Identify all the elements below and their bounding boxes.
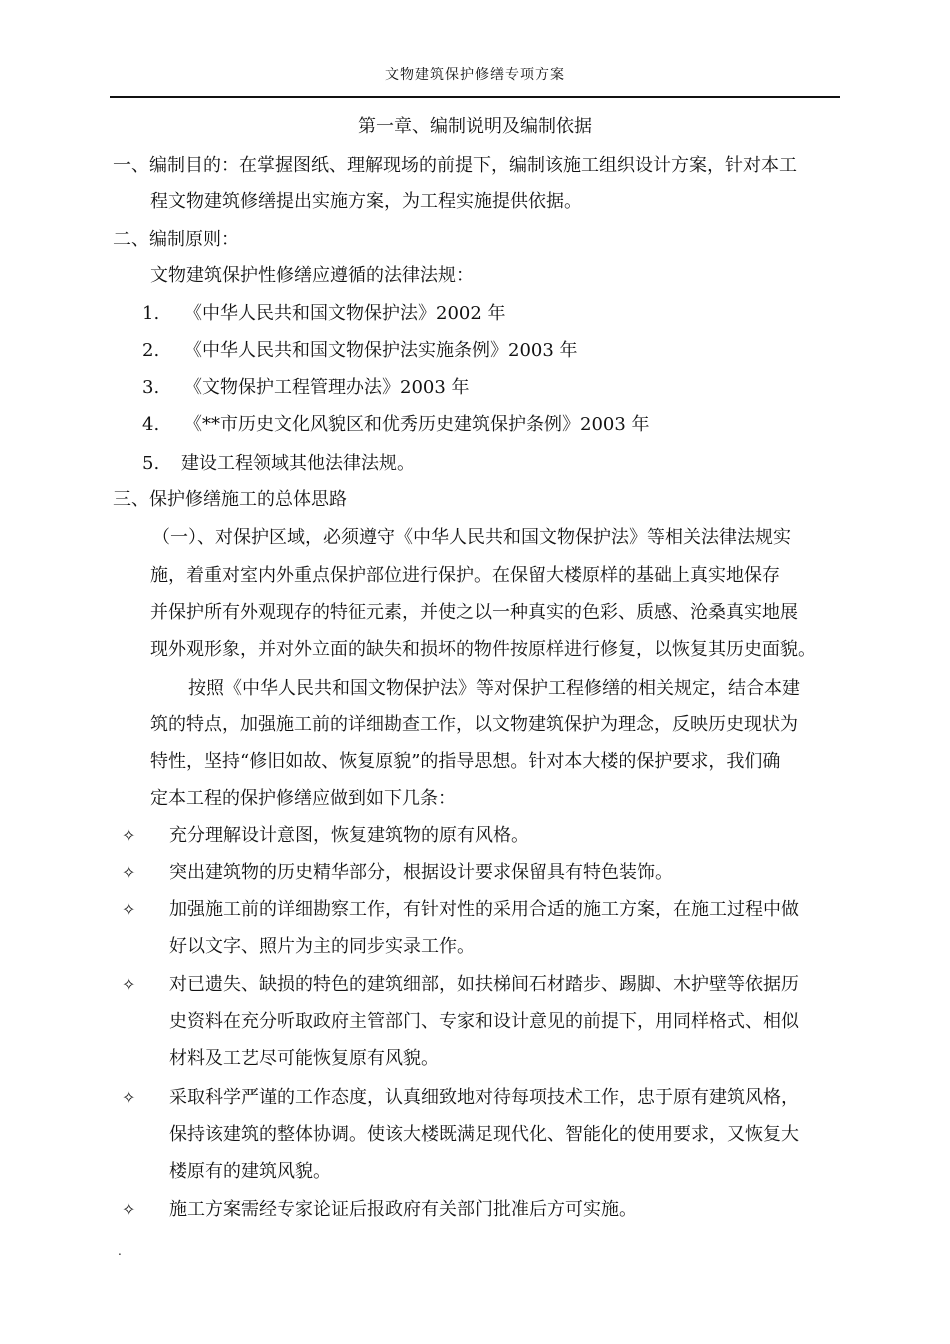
law-number: 2. bbox=[142, 340, 160, 361]
diamond-bullet-icon: ✧ bbox=[122, 1088, 136, 1107]
bullet-text: 施工方案需经专家论证后报政府有关部门批准后方可实施。 bbox=[169, 1199, 637, 1220]
section3-heading: 三、保护修缮施工的总体思路 bbox=[113, 489, 347, 510]
header-divider bbox=[110, 96, 840, 98]
law-number: 4. bbox=[142, 414, 160, 435]
bullet-text: 对已遗失、缺损的特色的建筑细部，如扶梯间石材踏步、踢脚、木护壁等依据历 bbox=[169, 974, 799, 995]
bullet-text: 采取科学严谨的工作态度，认真细致地对待每项技术工作，忠于原有建筑风格， bbox=[169, 1087, 799, 1108]
law-number: 1. bbox=[142, 303, 160, 324]
law-text: 建设工程领域其他法律法规。 bbox=[181, 453, 415, 474]
section3-para1-line: 施，着重对室内外重点保护部位进行保护。在保留大楼原样的基础上真实地保存 bbox=[150, 565, 780, 586]
bullet-text: 突出建筑物的历史精华部分，根据设计要求保留具有特色装饰。 bbox=[169, 862, 673, 883]
bullet-text: 史资料在充分听取政府主管部门、专家和设计意见的前提下，用同样格式、相似 bbox=[169, 1011, 799, 1032]
law-text: 《**市历史文化风貌区和优秀历史建筑保护条例》2003 年 bbox=[184, 414, 650, 435]
bullet-text: 材料及工艺尽可能恢复原有风貌。 bbox=[169, 1048, 439, 1069]
bullet-text: 好以文字、照片为主的同步实录工作。 bbox=[169, 936, 475, 957]
law-text: 《中华人民共和国文物保护法实施条例》2003 年 bbox=[184, 340, 578, 361]
section3-para2-line: 特性，坚持“修旧如故、恢复原貌”的指导思想。针对本大楼的保护要求，我们确 bbox=[150, 751, 781, 772]
law-number: 3. bbox=[142, 377, 160, 398]
section3-para2-line: 定本工程的保护修缮应做到如下几条： bbox=[150, 788, 456, 809]
bullet-text: 加强施工前的详细勘察工作，有针对性的采用合适的施工方案，在施工过程中做 bbox=[169, 899, 799, 920]
diamond-bullet-icon: ✧ bbox=[122, 826, 136, 845]
section1-line1: 一、编制目的：在掌握图纸、理解现场的前提下，编制该施工组织设计方案，针对本工 bbox=[113, 155, 797, 176]
section3-para1-line: 并保护所有外观现存的特征元素，并使之以一种真实的色彩、质感、沧桑真实地展 bbox=[150, 602, 798, 623]
section1-line2: 程文物建筑修缮提出实施方案，为工程实施提供依据。 bbox=[150, 191, 582, 212]
law-text: 《中华人民共和国文物保护法》2002 年 bbox=[184, 303, 506, 324]
section2-heading: 二、编制原则： bbox=[113, 229, 239, 250]
section2-intro: 文物建筑保护性修缮应遵循的法律法规： bbox=[150, 265, 474, 286]
law-number: 5. bbox=[142, 453, 160, 474]
diamond-bullet-icon: ✧ bbox=[122, 863, 136, 882]
diamond-bullet-icon: ✧ bbox=[122, 900, 136, 919]
law-text: 《文物保护工程管理办法》2003 年 bbox=[184, 377, 470, 398]
page-header: 文物建筑保护修缮专项方案 bbox=[385, 67, 565, 83]
section3-para2-line: 按照《中华人民共和国文物保护法》等对保护工程修缮的相关规定，结合本建 bbox=[188, 678, 800, 699]
chapter-title: 第一章、编制说明及编制依据 bbox=[358, 116, 592, 137]
bullet-text: 保持该建筑的整体协调。使该大楼既满足现代化、智能化的使用要求，又恢复大 bbox=[169, 1124, 799, 1145]
footer-mark: . bbox=[118, 1244, 122, 1258]
section3-para1-line: 现外观形象，并对外立面的缺失和损坏的物件按原样进行修复，以恢复其历史面貌。 bbox=[150, 639, 816, 660]
diamond-bullet-icon: ✧ bbox=[122, 975, 136, 994]
diamond-bullet-icon: ✧ bbox=[122, 1200, 136, 1219]
bullet-text: 楼原有的建筑风貌。 bbox=[169, 1161, 331, 1182]
section3-para1-line: （一）、对保护区域，必须遵守《中华人民共和国文物保护法》等相关法律法规实 bbox=[152, 527, 791, 548]
section3-para2-line: 筑的特点，加强施工前的详细勘查工作，以文物建筑保护为理念，反映历史现状为 bbox=[150, 714, 798, 735]
bullet-text: 充分理解设计意图，恢复建筑物的原有风格。 bbox=[169, 825, 529, 846]
